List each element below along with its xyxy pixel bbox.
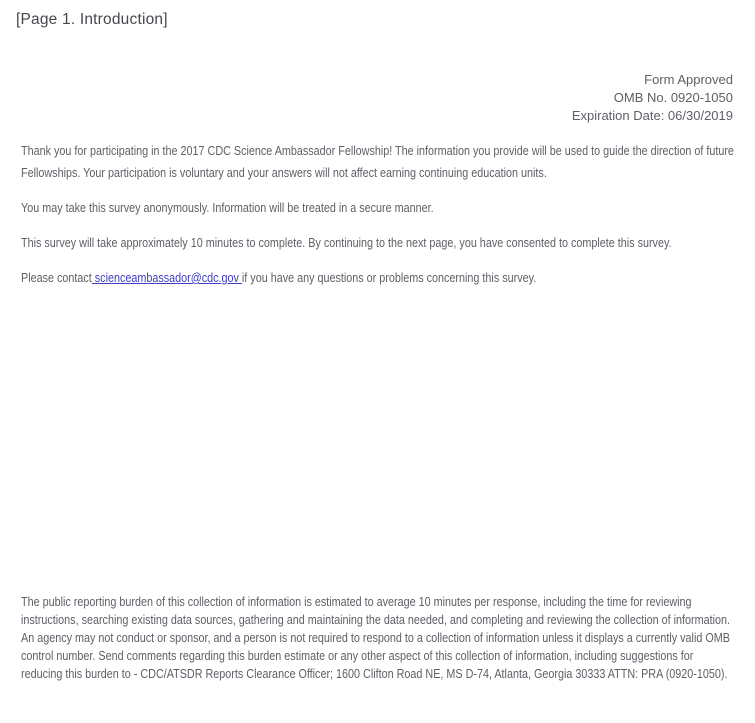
intro-paragraph-thanks: Thank you for participating in the 2017 CDC Science Ambassador Fellowship! The information you provide will be used to guide the direction of future Fellowships. Your participation is voluntary and your answers will not affect earning continuing education units. xyxy=(21,143,734,180)
contact-email-link[interactable]: scienceambassador@cdc.gov xyxy=(94,270,239,285)
omb-approval-block xyxy=(572,71,733,125)
page-title: [Page 1. Introduction] xyxy=(16,11,168,28)
form-approved-line: Form Approved xyxy=(644,72,733,87)
paperwork-burden-statement: The public reporting burden of this collection of information is estimated to average 10 minutes per response, including the time for reviewing instructions, searching existing data sources, gathering and maintaining the data needed, and completing and reviewing the collection of information. An agency may not conduct or sponsor, and a person is not required to respond to a collection of information unless it displays a currently valid OMB control number. Send comments regarding this burden estimate or any other aspect of this collection of information, including suggestions for reducing this burden to - CDC/ATSDR Reports Clearance Officer; 1600 Clifton Road NE, MS D-74, Atlanta, Georgia 30333 ATTN: PRA (0920-1050). xyxy=(21,594,730,681)
intro-paragraph-duration: This survey will take approximately 10 minutes to complete. By continuing to the next page, you have consented to complete this survey. xyxy=(21,235,672,250)
omb-number-line: OMB No. 0920-1050 xyxy=(613,90,733,105)
contact-prefix-text: Please contact xyxy=(21,270,92,285)
expiration-date-line: Expiration Date: 06/30/2019 xyxy=(571,108,733,123)
intro-text-block xyxy=(21,140,735,302)
contact-suffix-text: if you have any questions or problems concerning this survey. xyxy=(241,270,537,285)
intro-paragraph-anonymous: You may take this survey anonymously. Information will be treated in a secure manner. xyxy=(21,200,434,215)
intro-paragraph-contact xyxy=(21,267,735,289)
